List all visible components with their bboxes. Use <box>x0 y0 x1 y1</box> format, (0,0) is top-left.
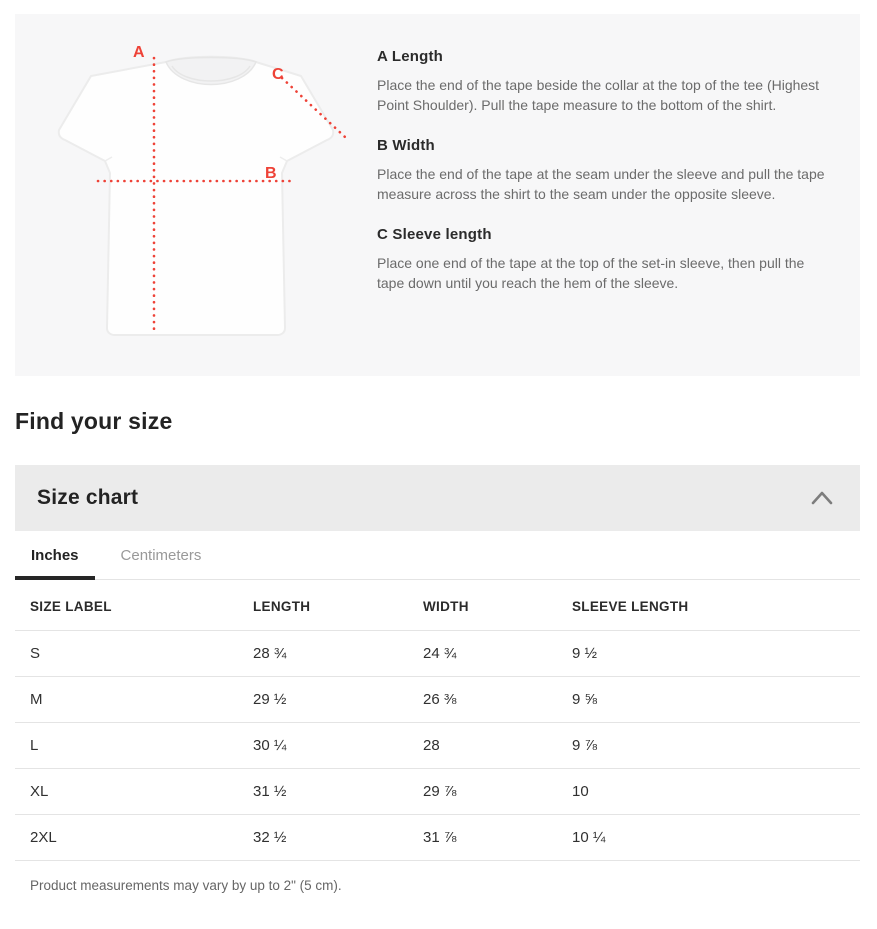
cell-sleeve: 10 ¼ <box>557 815 860 861</box>
table-row <box>15 769 860 815</box>
guide-length-description: Place the end of the tape beside the collar at the top of the tee (Highest Point Shoulder). Pull the tape measure to the bottom of the shirt. <box>377 77 820 113</box>
diagram-label-a: A <box>133 44 145 61</box>
size-chart-accordion <box>15 465 860 893</box>
cell-width: 24 ¾ <box>408 631 557 677</box>
cell-length: 30 ¼ <box>238 723 408 769</box>
cell-size: 2XL <box>15 815 238 861</box>
column-header-length: LENGTH <box>238 580 408 631</box>
size-chart-accordion-header[interactable] <box>15 465 860 531</box>
table-row <box>15 631 860 677</box>
guide-section-sleeve <box>377 226 832 293</box>
find-your-size-heading: Find your size <box>15 408 173 434</box>
column-header-size-label: SIZE LABEL <box>15 580 238 631</box>
cell-length: 28 ¾ <box>238 631 408 677</box>
cell-width: 28 <box>408 723 557 769</box>
tab-centimeters[interactable]: Centimeters <box>120 546 202 564</box>
size-chart-table <box>15 580 860 861</box>
cell-size: L <box>15 723 238 769</box>
cell-length: 31 ½ <box>238 769 408 815</box>
size-chart-title: Size chart <box>37 486 139 509</box>
measurement-instructions <box>377 14 860 376</box>
column-header-sleeve-length: SLEEVE LENGTH <box>557 580 860 631</box>
guide-width-description: Place the end of the tape at the seam under the sleeve and pull the tape measure across the shirt to the seam under the opposite sleeve. <box>377 166 825 202</box>
cell-sleeve: 9 ⅝ <box>557 677 860 723</box>
unit-tabs <box>15 531 860 580</box>
tshirt-diagram-icon <box>15 14 377 376</box>
tshirt-body-shape <box>59 57 334 335</box>
measurement-variance-note: Product measurements may vary by up to 2" (5 cm). <box>30 878 342 893</box>
cell-length: 32 ½ <box>238 815 408 861</box>
cell-width: 31 ⅞ <box>408 815 557 861</box>
chevron-up-icon <box>806 486 838 510</box>
cell-sleeve: 9 ⅞ <box>557 723 860 769</box>
cell-length: 29 ½ <box>238 677 408 723</box>
cell-size: M <box>15 677 238 723</box>
cell-sleeve: 10 <box>557 769 860 815</box>
cell-width: 26 ⅜ <box>408 677 557 723</box>
tab-inches[interactable]: Inches <box>15 531 95 579</box>
table-row <box>15 815 860 861</box>
table-row <box>15 677 860 723</box>
tshirt-measurement-diagram <box>15 14 377 376</box>
cell-sleeve: 9 ½ <box>557 631 860 677</box>
table-row <box>15 723 860 769</box>
guide-width-title: B Width <box>377 137 435 154</box>
cell-size: S <box>15 631 238 677</box>
guide-length-title: A Length <box>377 48 444 65</box>
column-header-width: WIDTH <box>408 580 557 631</box>
guide-sleeve-title: C Sleeve length <box>377 226 492 243</box>
measurement-guide-panel <box>15 14 860 376</box>
cell-width: 29 ⅞ <box>408 769 557 815</box>
diagram-label-b: B <box>265 165 277 182</box>
guide-section-width <box>377 137 832 204</box>
guide-sleeve-description: Place one end of the tape at the top of the set-in sleeve, then pull the tape down until you reach the hem of the sleeve. <box>377 255 805 291</box>
guide-section-length <box>377 48 832 115</box>
diagram-label-c: C <box>272 66 284 83</box>
cell-size: XL <box>15 769 238 815</box>
table-header-row <box>15 580 860 631</box>
